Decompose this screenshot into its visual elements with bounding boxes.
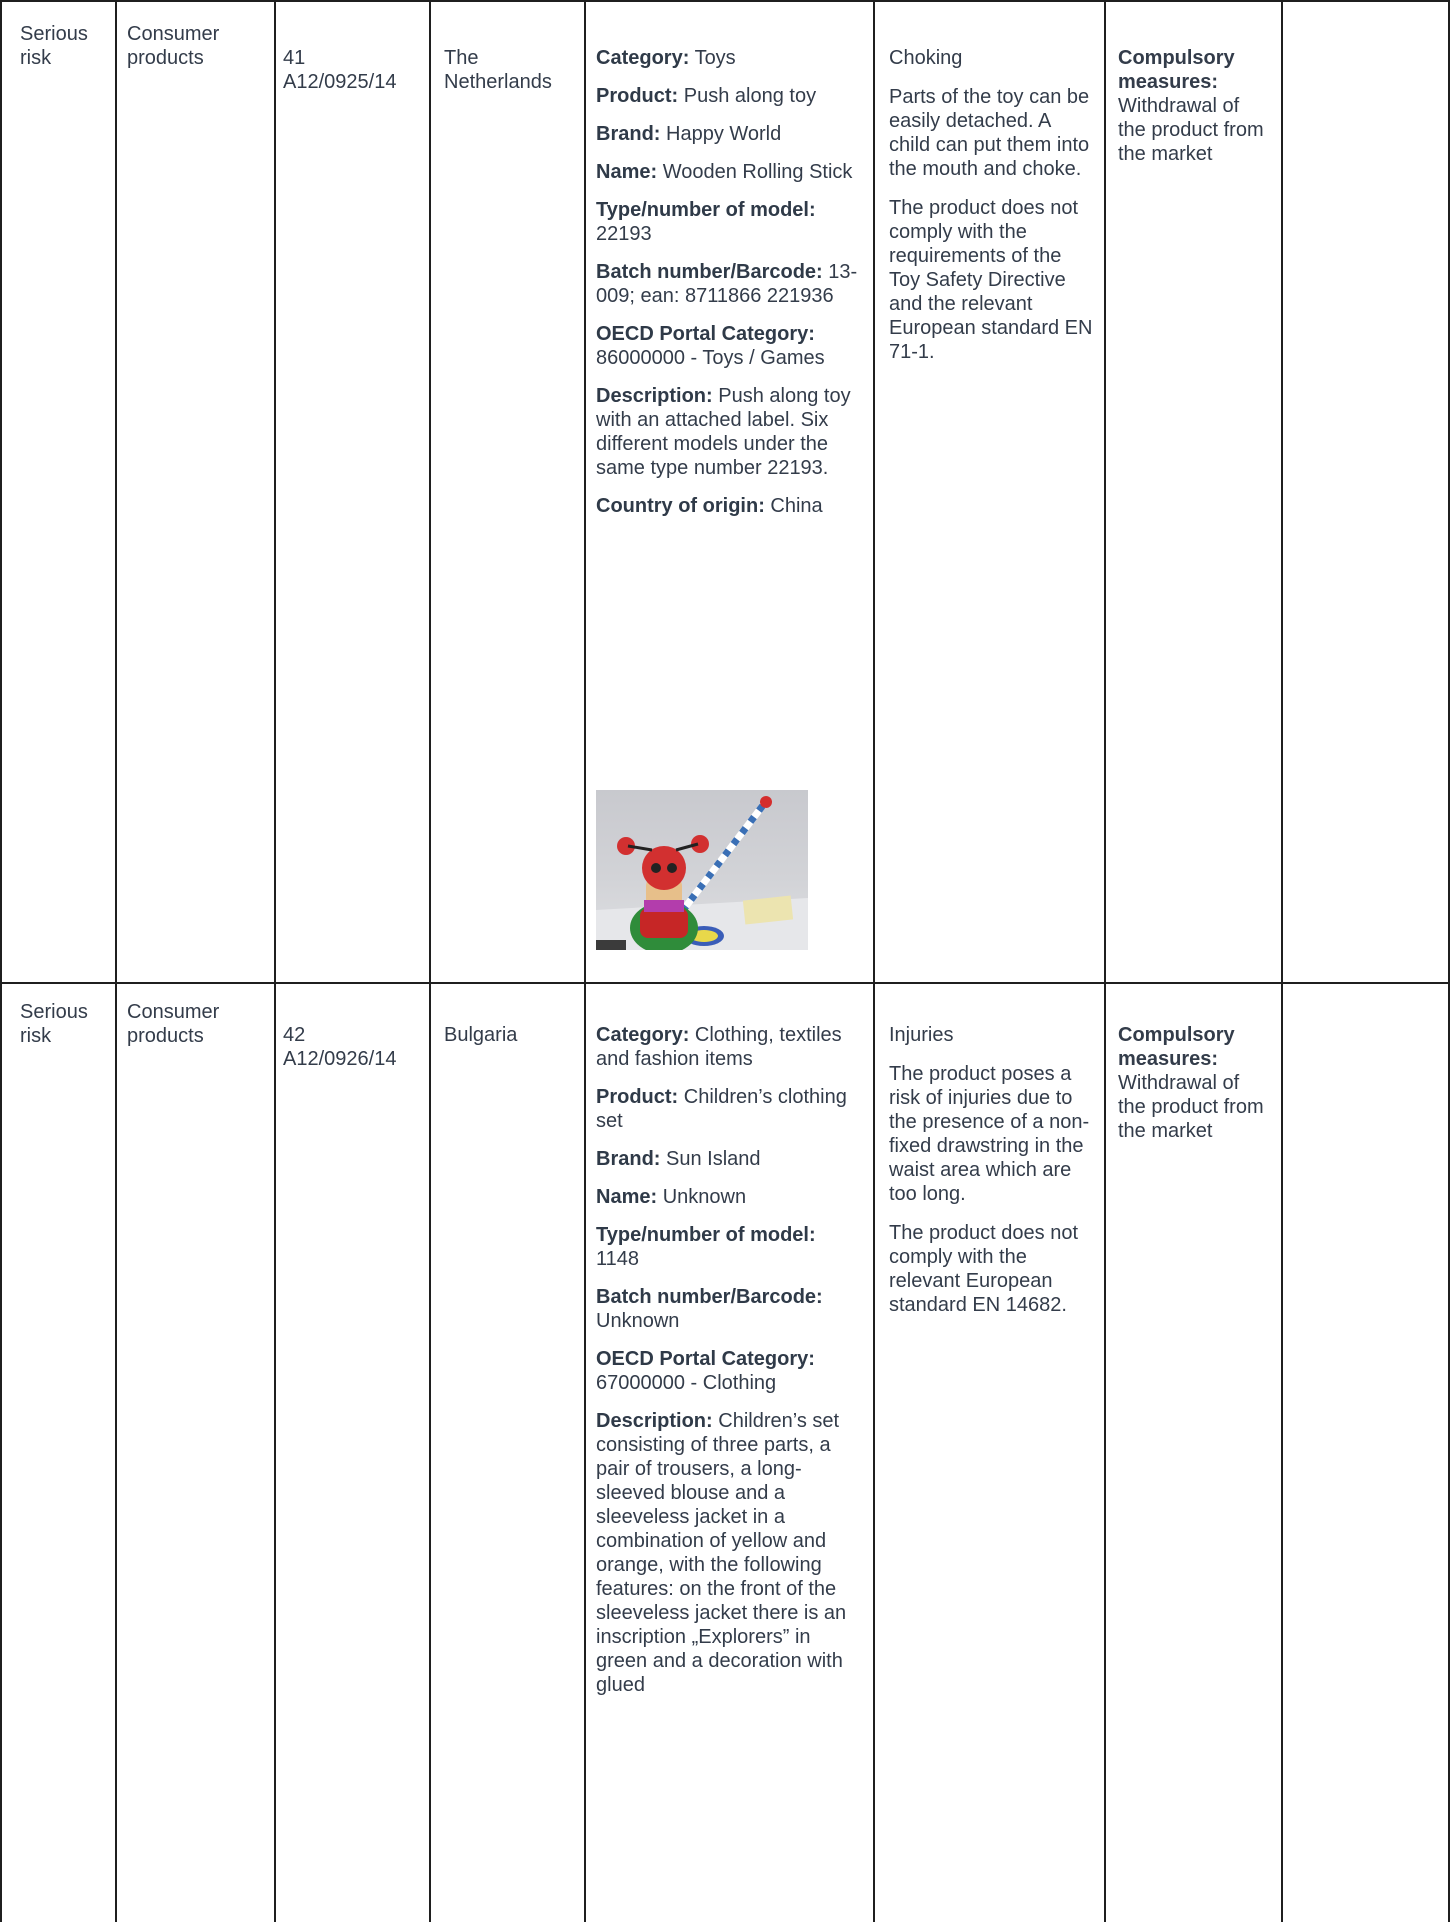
- row-42-country: Bulgaria: [444, 1024, 518, 1046]
- row-divider: [0, 982, 1450, 984]
- field-brand: Brand: Sun Island: [596, 1148, 761, 1170]
- field-category: Category: Toys: [596, 47, 736, 69]
- field-model: Type/number of model: 1148: [596, 1224, 816, 1270]
- column-divider: [429, 0, 431, 1922]
- hazard-description: The product poses a risk of injuries due to the presence of a non-fixed drawstring in the waist area which are too long.: [889, 1063, 1090, 1205]
- field-model: Type/number of model: 22193: [596, 199, 816, 245]
- row-41-reference: [283, 46, 423, 94]
- field-brand: Brand: Happy World: [596, 123, 782, 145]
- row-42-reference: [283, 1023, 423, 1071]
- row-42-type: Consumer products: [127, 1001, 220, 1047]
- row-42-measures: [1118, 1023, 1268, 1143]
- column-divider: [274, 0, 276, 1922]
- column-divider: [0, 0, 2, 1922]
- hazard-type: Injuries: [889, 1024, 954, 1046]
- field-description: Description: Push along toy with an attached label. Six different models under the same type number 22193.: [596, 385, 851, 479]
- row-41-hazard: [889, 46, 1095, 379]
- field-name: Name: Wooden Rolling Stick: [596, 161, 853, 183]
- row-42-product-details: [596, 1023, 862, 1711]
- field-oecd-category: OECD Portal Category: 67000000 - Clothing: [596, 1348, 815, 1394]
- measures-text: Withdrawal of the product from the market: [1118, 1072, 1264, 1142]
- row-41-product-details: [596, 46, 858, 532]
- hazard-description: Parts of the toy can be easily detached. A child can put them into the mouth and choke.: [889, 86, 1090, 180]
- column-divider: [873, 0, 875, 1922]
- row-42-hazard: [889, 1023, 1095, 1332]
- row-41-risk: Serious risk: [20, 23, 88, 69]
- product-photo: [596, 790, 808, 950]
- measures-label: Compulsory measures:: [1118, 47, 1235, 93]
- hazard-compliance: The product does not comply with the requirements of the Toy Safety Directive and the relevant European standard EN 71-1.: [889, 197, 1093, 363]
- field-product: Product: Push along toy: [596, 85, 817, 107]
- row-41-type: Consumer products: [127, 23, 220, 69]
- row-42-number: 42: [283, 1024, 306, 1046]
- push-along-toy-image: [596, 790, 808, 950]
- field-barcode: Batch number/Barcode: 13-009; ean: 8711866 221936: [596, 261, 858, 307]
- measures-text: Withdrawal of the product from the market: [1118, 95, 1264, 165]
- row-41-ref-code: A12/0925/14: [283, 71, 397, 93]
- row-41-country: The Netherlands: [444, 47, 552, 93]
- field-name: Name: Unknown: [596, 1186, 747, 1208]
- row-41-measures: [1118, 46, 1268, 166]
- field-barcode: Batch number/Barcode: Unknown: [596, 1286, 823, 1332]
- column-divider: [584, 0, 586, 1922]
- field-oecd-category: OECD Portal Category: 86000000 - Toys / Games: [596, 323, 825, 369]
- table-top-border: [0, 0, 1450, 2]
- row-42-risk: Serious risk: [20, 1001, 88, 1047]
- column-divider: [1281, 0, 1283, 1922]
- column-divider: [1104, 0, 1106, 1922]
- row-42-ref-code: A12/0926/14: [283, 1048, 397, 1070]
- field-category: Category: Clothing, textiles and fashion items: [596, 1024, 842, 1070]
- measures-label: Compulsory measures:: [1118, 1024, 1235, 1070]
- hazard-type: Choking: [889, 47, 963, 69]
- hazard-compliance: The product does not comply with the relevant European standard EN 14682.: [889, 1222, 1079, 1316]
- field-country-of-origin: Country of origin: China: [596, 495, 823, 517]
- row-41-number: 41: [283, 47, 306, 69]
- column-divider: [115, 0, 117, 1922]
- field-product: Product: Children’s clothing set: [596, 1086, 847, 1132]
- field-description: Description: Children’s set consisting of three parts, a pair of trousers, a long-sleeved blouse and a sleeveless jacket in a combination of yellow and orange, with the following features: on the front of the sleeveless jacket there is an inscription „Explorers” in green and a decoration with glued: [596, 1410, 847, 1696]
